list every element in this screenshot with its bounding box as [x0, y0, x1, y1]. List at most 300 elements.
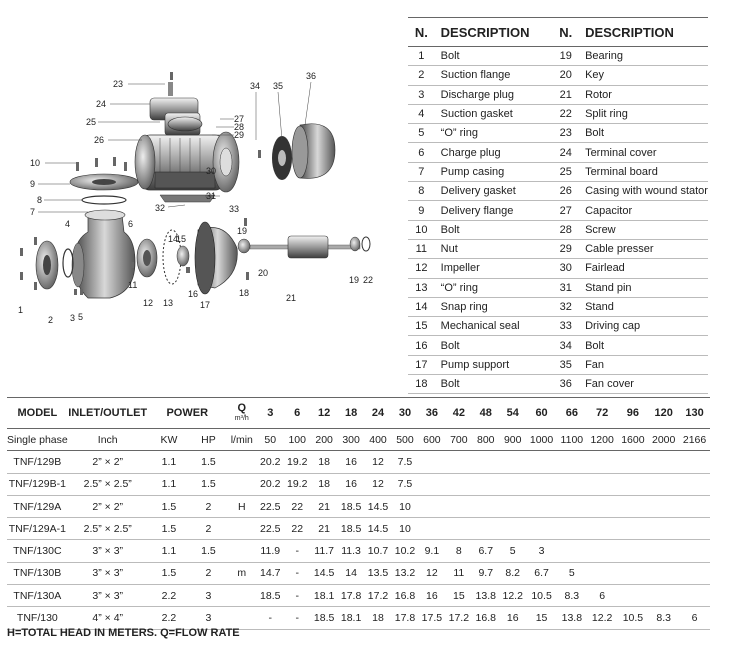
head-value: 8.2 — [499, 562, 526, 584]
part-number: 35 — [552, 355, 579, 374]
q-value-header: 72 — [587, 398, 618, 429]
head-value — [618, 495, 649, 517]
head-value — [526, 473, 557, 495]
lmin-value: 500 — [391, 429, 418, 451]
head-value: 16 — [418, 585, 445, 607]
part-description: Stand pin — [579, 278, 708, 297]
part-number: 7 — [408, 162, 435, 181]
parts-row — [408, 297, 708, 316]
head-value: 16.8 — [472, 607, 499, 629]
head-value — [618, 540, 649, 562]
model-row — [7, 585, 710, 607]
head-value: 12 — [365, 473, 392, 495]
part-label-32: 32 — [155, 203, 166, 213]
lmin-label: l/min — [227, 429, 257, 451]
part-number: 6 — [408, 143, 435, 162]
head-value: 6.7 — [472, 540, 499, 562]
power-kw: 1.1 — [148, 540, 190, 562]
col-header-n-2: N. — [552, 18, 579, 47]
parts-row — [408, 66, 708, 85]
kw-label: KW — [148, 429, 190, 451]
head-value — [445, 495, 472, 517]
head-value — [679, 562, 710, 584]
part-label-6: 6 — [128, 219, 134, 229]
head-value — [618, 451, 649, 473]
part-label-22: 22 — [363, 275, 374, 285]
axis-letter — [227, 473, 257, 495]
inlet-outlet-size: 4” × 4” — [68, 607, 148, 629]
motor-housing — [135, 135, 225, 190]
q-value-header: 66 — [557, 398, 587, 429]
part-number: 18 — [408, 375, 435, 394]
lmin-value: 1000 — [526, 429, 557, 451]
q-value-header: 130 — [679, 398, 710, 429]
inlet-outlet-size: 3” × 3” — [68, 585, 148, 607]
power-kw: 1.5 — [148, 518, 190, 540]
head-value: 17.2 — [365, 585, 392, 607]
head-value — [445, 473, 472, 495]
part-label-15: 15 — [176, 234, 187, 244]
head-value — [445, 451, 472, 473]
power-hp: 2 — [190, 495, 227, 517]
part-number: 22 — [552, 104, 579, 123]
part-description: Fan — [579, 355, 708, 374]
part-description: Suction gasket — [435, 104, 553, 123]
part-description: Bolt — [579, 336, 708, 355]
axis-letter — [227, 585, 257, 607]
part-description: Discharge plug — [435, 85, 553, 104]
axis-letter — [227, 607, 257, 629]
col-header-inlet-outlet: INLET/OUTLET — [68, 398, 148, 429]
part-label-4: 4 — [65, 219, 71, 229]
head-value: - — [284, 585, 311, 607]
part-number: 14 — [408, 297, 435, 316]
part-number: 17 — [408, 355, 435, 374]
col-header-q — [227, 398, 257, 429]
part-description: Mechanical seal — [435, 317, 553, 336]
head-value — [557, 451, 587, 473]
head-value: 10.7 — [365, 540, 392, 562]
head-value — [499, 451, 526, 473]
power-hp: 2 — [190, 518, 227, 540]
part-label-29: 29 — [234, 130, 245, 140]
part-label-23: 23 — [113, 79, 124, 89]
power-hp: 2 — [190, 562, 227, 584]
inlet-outlet-size: 2.5” × 2.5” — [68, 473, 148, 495]
head-value — [418, 518, 445, 540]
suction-flange — [36, 241, 73, 289]
part-number: 2 — [408, 66, 435, 85]
part-number: 27 — [552, 201, 579, 220]
head-value: 20.2 — [257, 451, 284, 473]
head-value — [648, 540, 679, 562]
head-value: 12 — [418, 562, 445, 584]
fan — [272, 136, 292, 180]
part-number: 3 — [408, 85, 435, 104]
phase-label: Single phase — [7, 429, 68, 451]
units-row — [7, 429, 710, 451]
parts-row — [408, 124, 708, 143]
lmin-value: 1600 — [618, 429, 649, 451]
part-label-7: 7 — [30, 207, 36, 217]
q-value-header: 12 — [311, 398, 338, 429]
q-unit: m³/h — [234, 414, 249, 422]
model-name: TNF/129A — [7, 495, 68, 517]
performance-table — [7, 397, 710, 630]
part-description: Stand — [579, 297, 708, 316]
part-number: 29 — [552, 239, 579, 258]
head-value: 13.8 — [557, 607, 587, 629]
head-value — [587, 518, 618, 540]
part-label-12: 12 — [143, 298, 154, 308]
part-label-26: 26 — [94, 135, 105, 145]
col-header-power: POWER — [148, 398, 227, 429]
delivery-flange — [70, 174, 138, 204]
lmin-value: 1200 — [587, 429, 618, 451]
head-value: - — [257, 607, 284, 629]
part-label-33: 33 — [229, 204, 240, 214]
head-value: 13.5 — [365, 562, 392, 584]
part-label-2: 2 — [48, 315, 54, 325]
power-hp: 1.5 — [190, 451, 227, 473]
head-value — [472, 495, 499, 517]
head-value — [648, 451, 679, 473]
head-value: 11.7 — [311, 540, 338, 562]
parts-row — [408, 182, 708, 201]
head-value — [526, 451, 557, 473]
parts-row — [408, 278, 708, 297]
model-row — [7, 518, 710, 540]
part-number: 24 — [552, 143, 579, 162]
head-value: 10.5 — [618, 607, 649, 629]
head-value: 18.5 — [311, 607, 338, 629]
parts-row — [408, 239, 708, 258]
power-hp: 3 — [190, 607, 227, 629]
head-value — [679, 495, 710, 517]
lmin-value: 200 — [311, 429, 338, 451]
part-number: 20 — [552, 66, 579, 85]
head-value: 16.8 — [391, 585, 418, 607]
part-description: Key — [579, 66, 708, 85]
part-label-16: 16 — [188, 289, 199, 299]
part-number: 26 — [552, 182, 579, 201]
part-number: 1 — [408, 47, 435, 66]
inch-label: Inch — [68, 429, 148, 451]
part-number: 13 — [408, 278, 435, 297]
head-value: 14.7 — [257, 562, 284, 584]
head-value — [526, 495, 557, 517]
q-value-header: 18 — [338, 398, 365, 429]
parts-row — [408, 85, 708, 104]
head-value — [618, 562, 649, 584]
head-value: 7.5 — [391, 473, 418, 495]
axis-letter: H — [227, 495, 257, 517]
head-value: 18.5 — [338, 495, 365, 517]
col-header-description-2: DESCRIPTION — [579, 18, 708, 47]
power-hp: 1.5 — [190, 473, 227, 495]
axis-letter — [227, 451, 257, 473]
part-label-19b: 19 — [349, 275, 360, 285]
head-value — [648, 518, 679, 540]
head-value — [618, 518, 649, 540]
head-value: 22.5 — [257, 495, 284, 517]
head-value — [679, 518, 710, 540]
head-value: 9.7 — [472, 562, 499, 584]
head-value: 20.2 — [257, 473, 284, 495]
part-label-36: 36 — [306, 71, 317, 81]
q-value-header: 36 — [418, 398, 445, 429]
part-description: “O” ring — [435, 124, 553, 143]
part-description: Fan cover — [579, 375, 708, 394]
head-value: 18 — [311, 473, 338, 495]
part-label-27: 27 — [234, 114, 245, 124]
head-value: 10.2 — [391, 540, 418, 562]
q-value-header: 42 — [445, 398, 472, 429]
part-description: Delivery flange — [435, 201, 553, 220]
head-value: 22 — [284, 518, 311, 540]
capacitor — [168, 117, 202, 131]
head-value — [445, 518, 472, 540]
part-label-5: 5 — [78, 312, 84, 322]
part-label-3: 3 — [70, 313, 76, 323]
q-value-header: 24 — [365, 398, 392, 429]
part-description: Terminal cover — [579, 143, 708, 162]
head-value: 19.2 — [284, 473, 311, 495]
q-value-header: 96 — [618, 398, 649, 429]
part-number: 11 — [408, 239, 435, 258]
part-description: Bolt — [435, 47, 553, 66]
head-value: 9.1 — [418, 540, 445, 562]
parts-description-table — [408, 17, 708, 394]
parts-row — [408, 47, 708, 66]
head-value — [557, 473, 587, 495]
lmin-value: 700 — [445, 429, 472, 451]
head-value: 18.1 — [311, 585, 338, 607]
lmin-value: 600 — [418, 429, 445, 451]
part-label-35: 35 — [273, 81, 284, 91]
footnote: H=TOTAL HEAD IN METERS. Q=FLOW RATE — [7, 627, 240, 639]
head-value: 17.8 — [338, 585, 365, 607]
head-value — [472, 518, 499, 540]
head-value — [499, 473, 526, 495]
head-value: 6 — [587, 585, 618, 607]
part-label-8: 8 — [37, 195, 43, 205]
col-header-model: MODEL — [7, 398, 68, 429]
head-value: 10 — [391, 518, 418, 540]
part-label-19: 19 — [237, 226, 248, 236]
part-description: “O” ring — [435, 278, 553, 297]
part-description: Suction flange — [435, 66, 553, 85]
head-value: 12.2 — [499, 585, 526, 607]
part-description: Fairlead — [579, 259, 708, 278]
head-value: 18.1 — [338, 607, 365, 629]
head-value: 18 — [365, 607, 392, 629]
performance-header-row — [7, 398, 710, 429]
part-number: 10 — [408, 220, 435, 239]
head-value — [648, 585, 679, 607]
part-label-34: 34 — [250, 81, 261, 91]
head-value: 17.8 — [391, 607, 418, 629]
part-number: 9 — [408, 201, 435, 220]
hp-label: HP — [190, 429, 227, 451]
head-value — [557, 518, 587, 540]
head-value: 22 — [284, 495, 311, 517]
head-value: 18 — [311, 451, 338, 473]
parts-row — [408, 220, 708, 239]
head-value — [418, 495, 445, 517]
lmin-value: 50 — [257, 429, 284, 451]
head-value: 16 — [338, 451, 365, 473]
lmin-value: 800 — [472, 429, 499, 451]
head-value: 18.5 — [338, 518, 365, 540]
head-value — [618, 585, 649, 607]
driving-cap — [213, 132, 239, 192]
part-number: 23 — [552, 124, 579, 143]
power-kw: 1.1 — [148, 451, 190, 473]
part-description: Driving cap — [579, 317, 708, 336]
head-value — [418, 473, 445, 495]
part-number: 16 — [408, 336, 435, 355]
part-description: Impeller — [435, 259, 553, 278]
part-label-30: 30 — [206, 166, 217, 176]
head-value: - — [284, 607, 311, 629]
part-number: 33 — [552, 317, 579, 336]
model-name: TNF/129B-1 — [7, 473, 68, 495]
pump-casing — [72, 210, 138, 298]
head-value: 12.2 — [587, 607, 618, 629]
power-kw: 2.2 — [148, 607, 190, 629]
head-value — [587, 451, 618, 473]
fan-cover — [292, 124, 335, 179]
head-value: 13.8 — [472, 585, 499, 607]
head-value: 7.5 — [391, 451, 418, 473]
head-value: 14.5 — [365, 518, 392, 540]
head-value: 15 — [526, 607, 557, 629]
part-label-31: 31 — [206, 191, 217, 201]
model-row — [7, 540, 710, 562]
head-value — [499, 495, 526, 517]
part-description: Delivery gasket — [435, 182, 553, 201]
parts-header-row — [408, 18, 708, 47]
parts-row — [408, 336, 708, 355]
power-kw: 1.5 — [148, 495, 190, 517]
head-value: 14.5 — [311, 562, 338, 584]
model-row — [7, 451, 710, 473]
head-value: 8.3 — [648, 607, 679, 629]
head-value: 14.5 — [365, 495, 392, 517]
parts-row — [408, 375, 708, 394]
inlet-outlet-size: 3” × 3” — [68, 562, 148, 584]
head-value: 8.3 — [557, 585, 587, 607]
head-value: 12 — [365, 451, 392, 473]
q-value-header: 60 — [526, 398, 557, 429]
power-kw: 1.5 — [148, 562, 190, 584]
part-number: 32 — [552, 297, 579, 316]
head-value: 11 — [445, 562, 472, 584]
lmin-value: 2166 — [679, 429, 710, 451]
part-number: 8 — [408, 182, 435, 201]
part-label-24: 24 — [96, 99, 107, 109]
part-number: 25 — [552, 162, 579, 181]
head-value: 10.5 — [526, 585, 557, 607]
part-number: 12 — [408, 259, 435, 278]
parts-row — [408, 162, 708, 181]
power-hp: 1.5 — [190, 540, 227, 562]
head-value: 11.3 — [338, 540, 365, 562]
lmin-value: 400 — [365, 429, 392, 451]
head-value: 3 — [526, 540, 557, 562]
head-value: 6 — [679, 607, 710, 629]
inlet-outlet-size: 2.5” × 2.5” — [68, 518, 148, 540]
power-hp: 3 — [190, 585, 227, 607]
q-value-header: 6 — [284, 398, 311, 429]
head-value — [679, 585, 710, 607]
head-value: 21 — [311, 518, 338, 540]
part-description: Pump casing — [435, 162, 553, 181]
head-value — [472, 473, 499, 495]
part-label-20: 20 — [258, 268, 269, 278]
part-description: Bolt — [435, 220, 553, 239]
head-value — [648, 473, 679, 495]
part-label-18: 18 — [239, 288, 250, 298]
part-description: Bolt — [435, 375, 553, 394]
axis-letter: m — [227, 562, 257, 584]
part-description: Screw — [579, 220, 708, 239]
head-value — [526, 518, 557, 540]
head-value: 17.5 — [418, 607, 445, 629]
inlet-outlet-size: 2” × 2” — [68, 451, 148, 473]
head-value: 10 — [391, 495, 418, 517]
inlet-outlet-size: 3” × 3” — [68, 540, 148, 562]
q-value-header: 120 — [648, 398, 679, 429]
part-label-21: 21 — [286, 293, 297, 303]
lmin-value: 100 — [284, 429, 311, 451]
head-value: 18.5 — [257, 585, 284, 607]
head-value — [499, 518, 526, 540]
part-label-1: 1 — [18, 305, 24, 315]
head-value — [587, 562, 618, 584]
model-row — [7, 495, 710, 517]
mechanical-seal — [177, 246, 189, 266]
pump-support — [195, 222, 237, 294]
col-header-n: N. — [408, 18, 435, 47]
head-value: 17.2 — [445, 607, 472, 629]
col-header-description: DESCRIPTION — [435, 18, 553, 47]
part-description: Snap ring — [435, 297, 553, 316]
part-number: 21 — [552, 85, 579, 104]
head-value: 16 — [338, 473, 365, 495]
parts-row — [408, 317, 708, 336]
model-row — [7, 473, 710, 495]
model-name: TNF/129B — [7, 451, 68, 473]
part-description: Nut — [435, 239, 553, 258]
part-number: 5 — [408, 124, 435, 143]
inlet-outlet-size: 2” × 2” — [68, 495, 148, 517]
head-value: 5 — [557, 562, 587, 584]
part-label-11: 11 — [128, 280, 138, 290]
lmin-value: 300 — [338, 429, 365, 451]
model-name: TNF/130A — [7, 585, 68, 607]
model-name: TNF/130 — [7, 607, 68, 629]
head-value: 21 — [311, 495, 338, 517]
head-value: 15 — [445, 585, 472, 607]
part-description: Charge plug — [435, 143, 553, 162]
part-number: 34 — [552, 336, 579, 355]
lmin-value: 1100 — [557, 429, 587, 451]
part-number: 15 — [408, 317, 435, 336]
head-value — [472, 451, 499, 473]
q-value-header: 48 — [472, 398, 499, 429]
